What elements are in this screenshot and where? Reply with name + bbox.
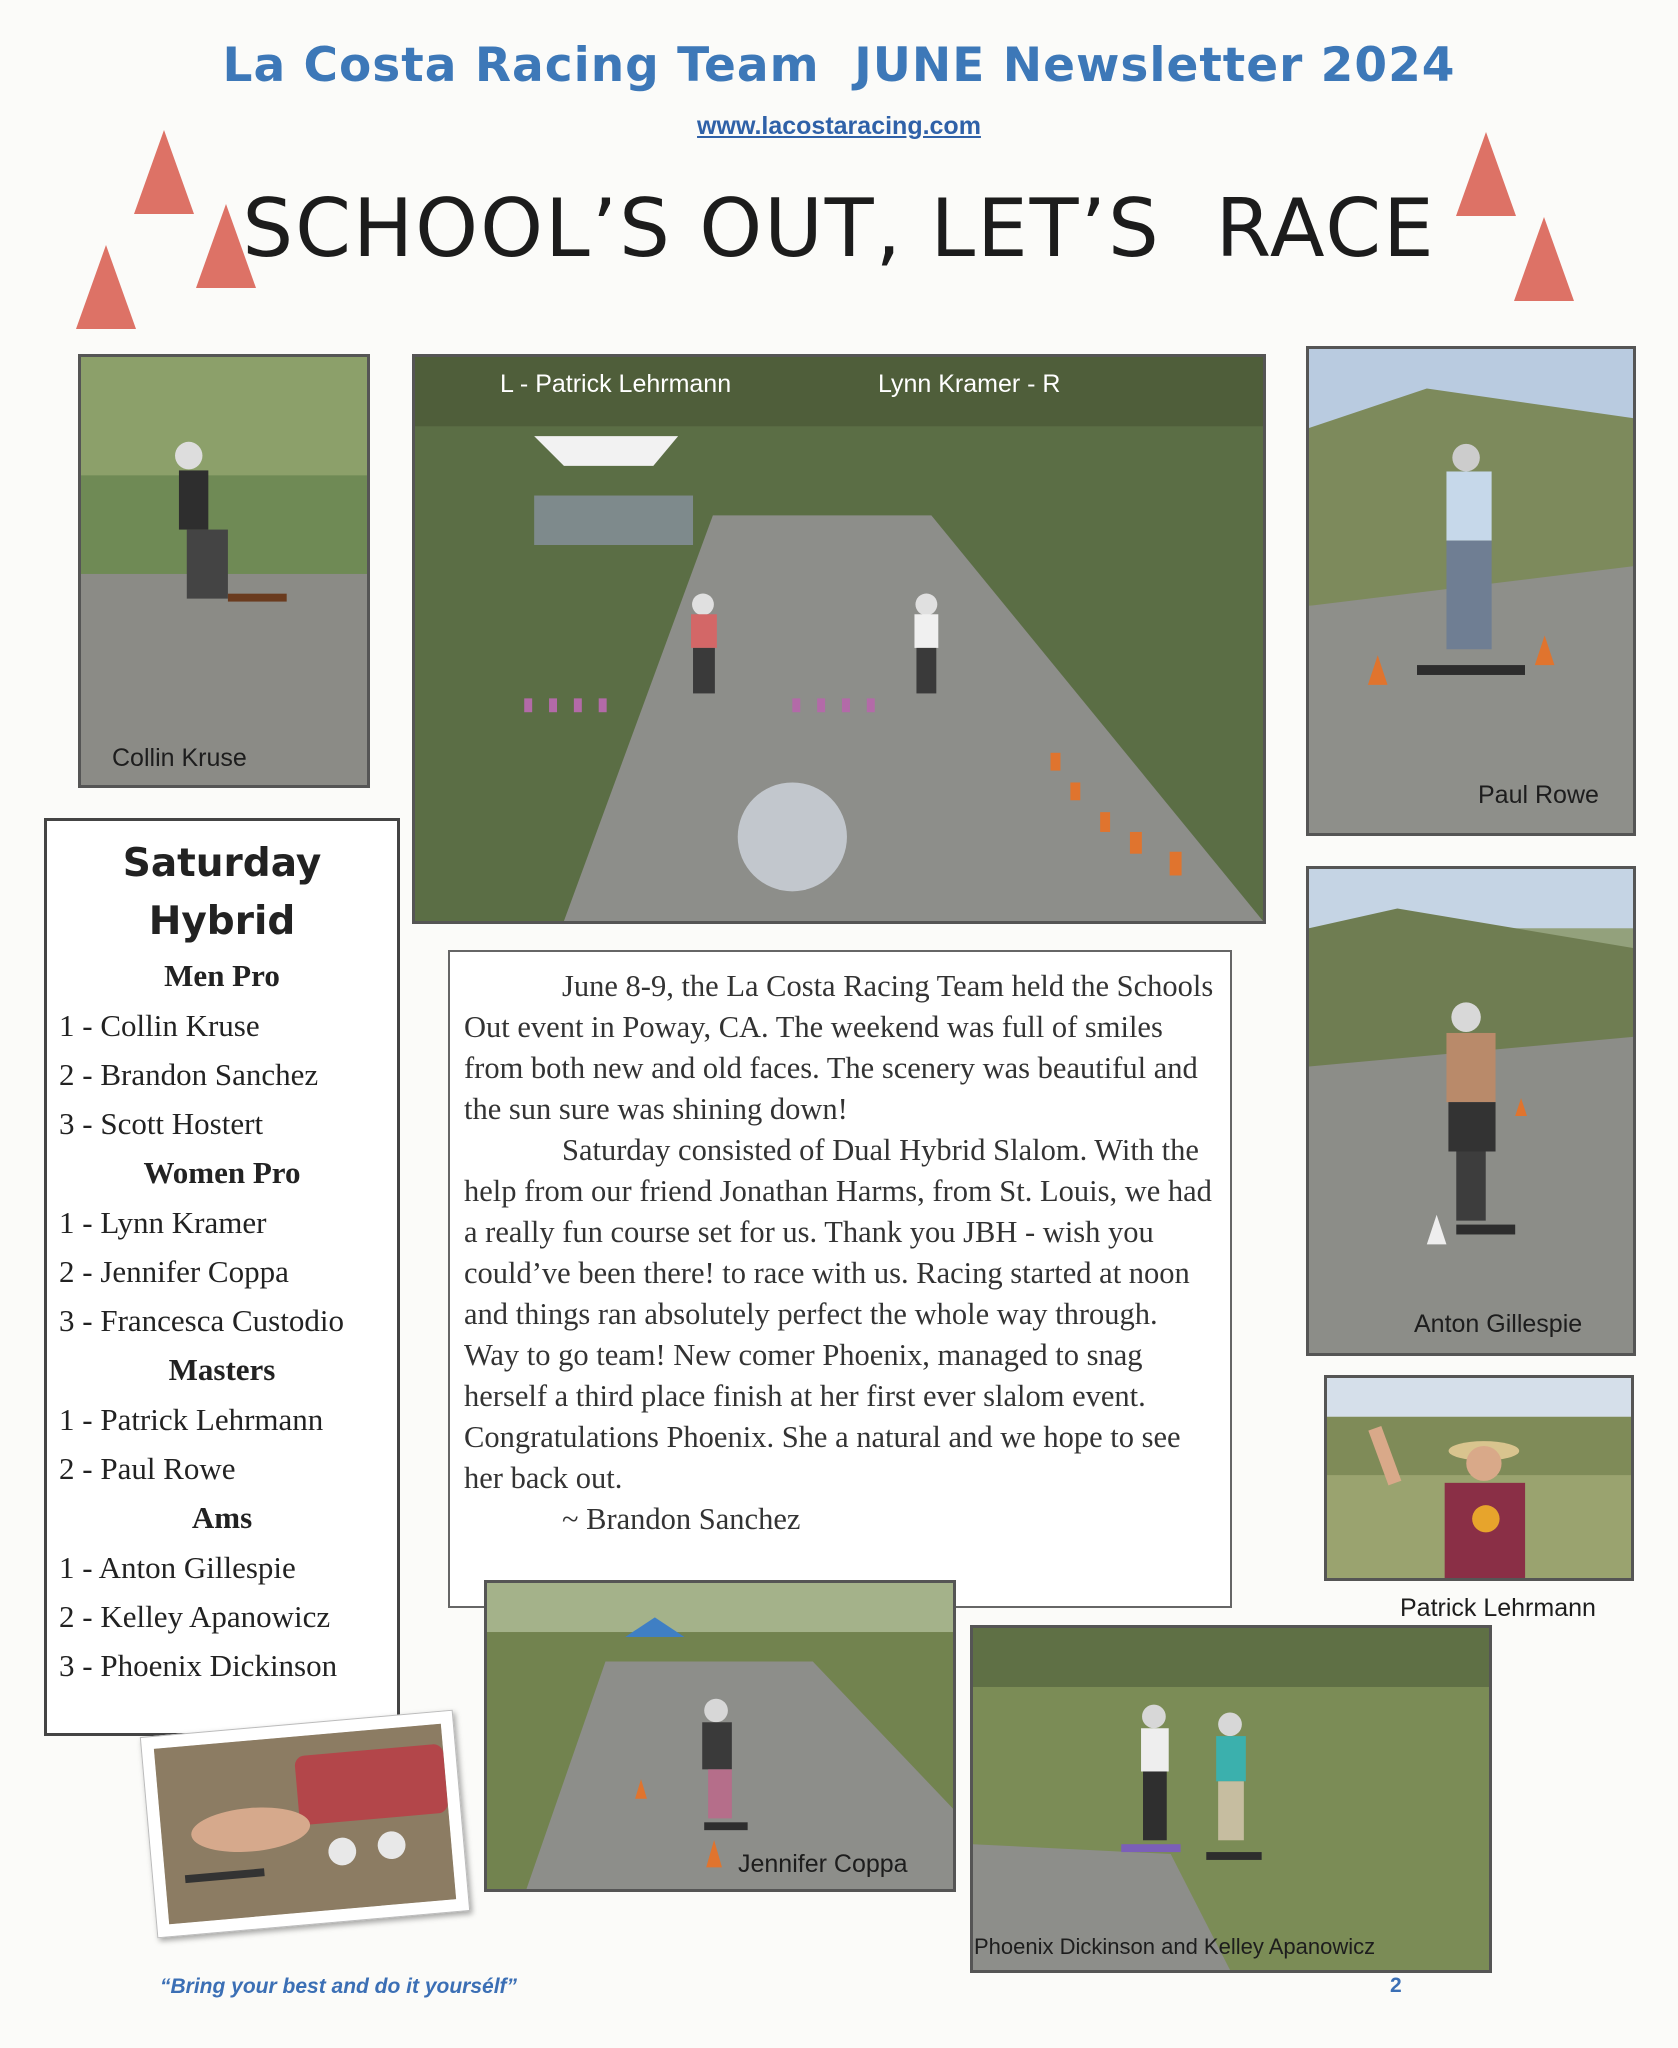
- results-heading: Saturday: [122, 841, 322, 886]
- category-heading: Men Pro: [164, 958, 280, 993]
- result-line: 1 - Patrick Lehrmann: [59, 1402, 324, 1437]
- cone-icon: [196, 204, 256, 288]
- race-course-photo-icon: [415, 357, 1263, 921]
- article-paragraph: Saturday consisted of Dual Hybrid Slalom. With the help from our friend Jonathan Harms, from St. Louis, we had a really fun course set for us. Thank you JBH - wish you could’ve been there! to race with us. Racing started at noon and things ran absolutely perfect the whole way through. Way to go team! New comer Phoenix, managed to snag herself a third place finish at her first ever slalom event. Congratulations Phoenix. She a natural and we hope to see her back out.: [464, 1133, 1212, 1495]
- caption-left-skater: L - Patrick Lehrmann: [500, 370, 732, 398]
- photo-race-course: [412, 354, 1266, 924]
- photo-phoenix-kelley: [970, 1625, 1492, 1973]
- result-line: 2 - Kelley Apanowicz: [59, 1599, 331, 1634]
- website-link[interactable]: www.lacostaracing.com: [697, 112, 981, 140]
- page-headline: SCHOOL’S OUT, LET’S RACE: [242, 182, 1436, 275]
- skater-photo-icon: [81, 357, 367, 785]
- caption-anton-gillespie: Anton Gillespie: [1414, 1310, 1583, 1338]
- caption-patrick-lehrmann: Patrick Lehrmann: [1400, 1594, 1596, 1622]
- person-photo-icon: [1327, 1378, 1631, 1578]
- cone-icon: [1514, 217, 1574, 301]
- article-box: [448, 950, 1232, 1608]
- result-line: 2 - Brandon Sanchez: [59, 1057, 319, 1092]
- results-box: [44, 818, 400, 1736]
- result-line: 1 - Collin Kruse: [59, 1008, 260, 1043]
- skater-photo-icon: [487, 1583, 953, 1889]
- photo-skateboard-repair: [140, 1710, 470, 1939]
- caption-collin-kruse: Collin Kruse: [112, 744, 247, 772]
- category-heading: Women Pro: [143, 1155, 301, 1190]
- newsletter-title: La Costa Racing Team JUNE Newsletter 2024: [222, 38, 1456, 93]
- cone-icon: [1456, 132, 1516, 216]
- result-line: 3 - Francesca Custodio: [59, 1303, 344, 1338]
- photo-collin-kruse: [78, 354, 370, 788]
- skateboard-repair-photo-icon: [154, 1724, 456, 1924]
- footer-motto: “Bring your best and do it yoursélf”: [160, 1975, 518, 1998]
- photo-jennifer-coppa: [484, 1580, 956, 1892]
- result-line: 3 - Scott Hostert: [59, 1106, 264, 1141]
- photo-patrick-lehrmann: [1324, 1375, 1634, 1581]
- article-signature: ~ Brandon Sanchez: [562, 1502, 801, 1536]
- results-subheading: Hybrid: [148, 899, 296, 944]
- skaters-photo-icon: [973, 1628, 1489, 1970]
- photo-anton-gillespie: [1306, 866, 1636, 1356]
- result-line: 2 - Jennifer Coppa: [59, 1254, 289, 1289]
- page-number: 2: [1390, 1974, 1402, 1997]
- caption-jennifer-coppa: Jennifer Coppa: [738, 1850, 908, 1878]
- skater-photo-icon: [1309, 349, 1633, 833]
- photo-paul-rowe: [1306, 346, 1636, 836]
- category-heading: Ams: [191, 1500, 253, 1535]
- result-line: 1 - Lynn Kramer: [59, 1205, 267, 1240]
- caption-right-skater: Lynn Kramer - R: [878, 370, 1061, 398]
- cone-icon: [76, 245, 136, 329]
- caption-phoenix-kelley: Phoenix Dickinson and Kelley Apanowicz: [974, 1934, 1376, 1959]
- cone-icon: [134, 130, 194, 214]
- result-line: 3 - Phoenix Dickinson: [59, 1648, 338, 1683]
- skater-photo-icon: [1309, 869, 1633, 1353]
- caption-paul-rowe: Paul Rowe: [1478, 781, 1599, 809]
- article-paragraph: June 8-9, the La Costa Racing Team held the Schools Out event in Poway, CA. The weekend was full of smiles from both new and old faces. The scenery was beautiful and the sun sure was shining down!: [464, 969, 1214, 1126]
- result-line: 2 - Paul Rowe: [59, 1451, 236, 1486]
- category-heading: Masters: [168, 1352, 276, 1387]
- result-line: 1 - Anton Gillespie: [59, 1550, 296, 1585]
